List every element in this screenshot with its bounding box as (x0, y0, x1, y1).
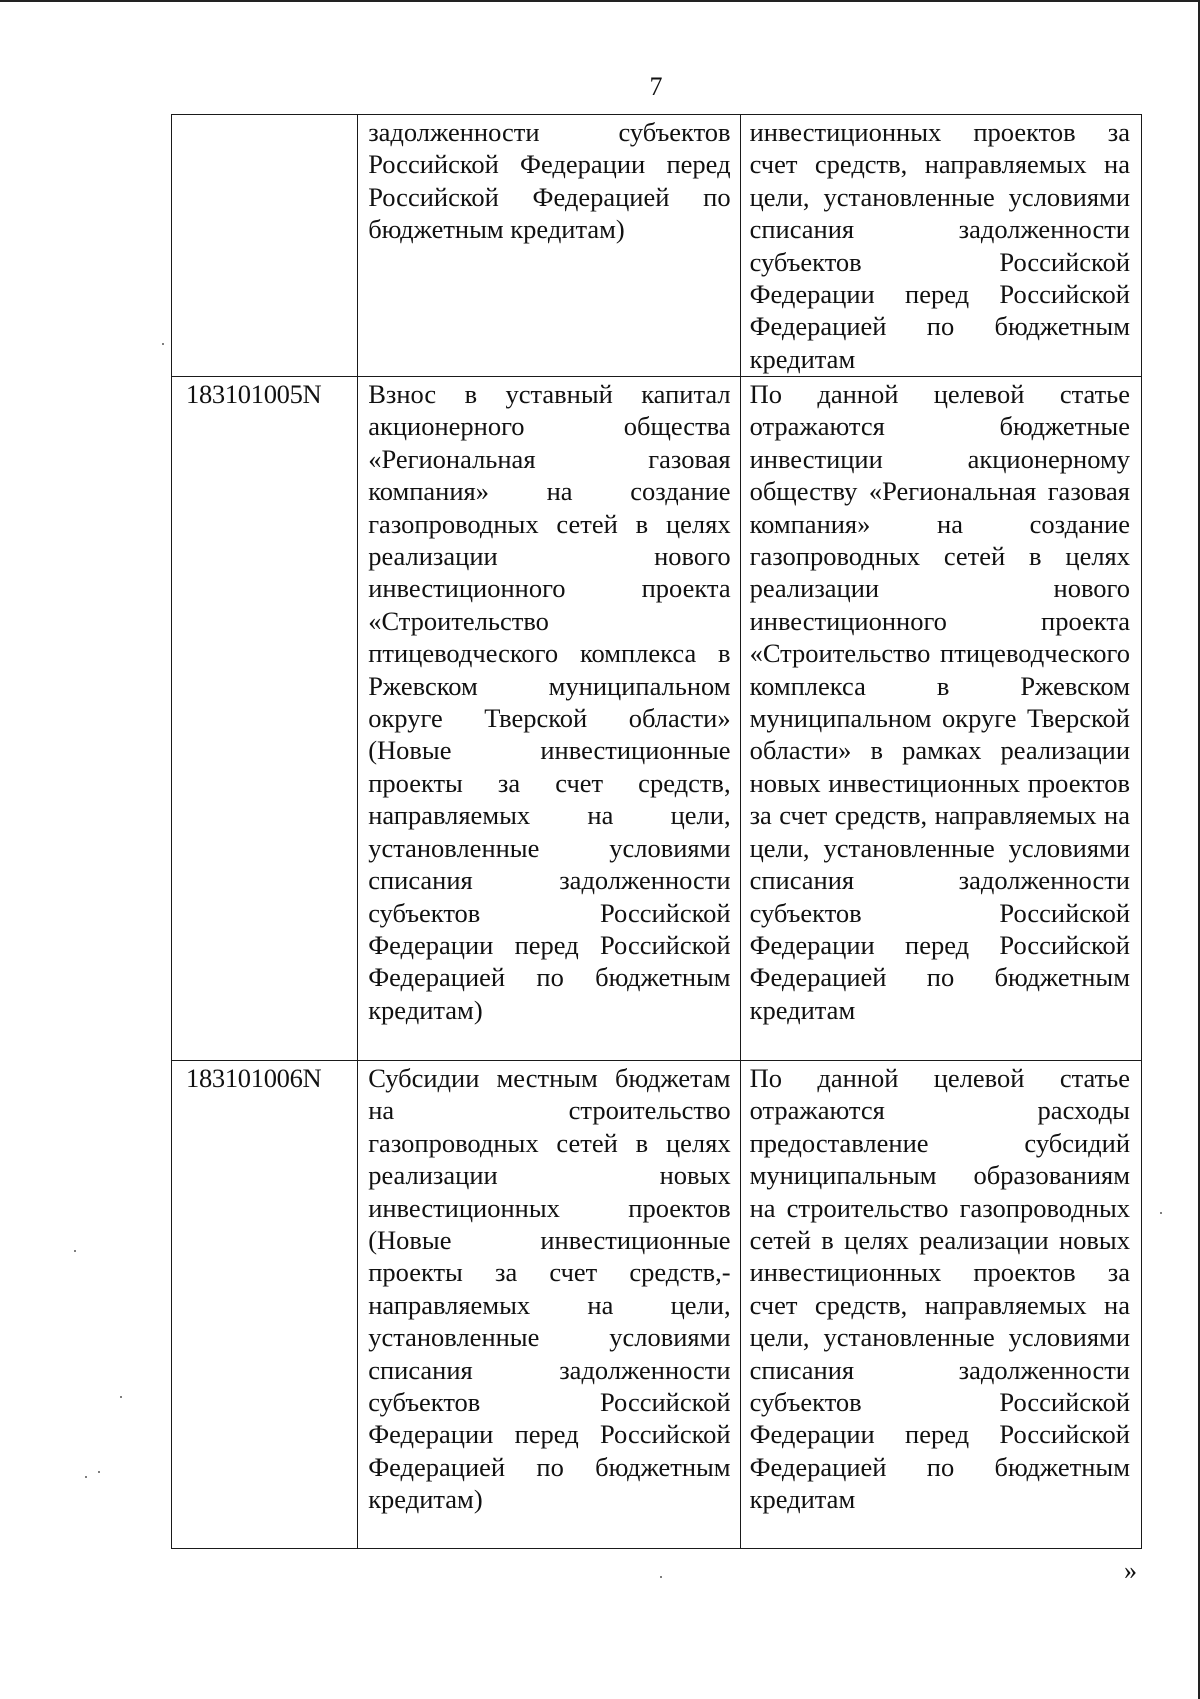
target-description-cell: инвестиционных проектов за счет средств, направляемых на цели, установленные условиями списания задолженности субъектов Российской Федерации перед Российской Федерацией по бюджетным кредитам (740, 115, 1141, 377)
scan-speck (162, 343, 164, 345)
target-name-cell: Взнос в уставный капитал акционерного общества «Региональная газовая компания» на создание газопроводных сетей в целях реализации нового инвестиционного проекта «Строительство птицеводческого комплекса в Ржевском муниципальном округе Тверской области» (Новые инвестиционные проекты за счет средств, направляемых на цели, установленные условиями списания задолженности субъектов Российской Федерации перед Российской Федерацией по бюджетным кредитам) (358, 377, 740, 1061)
scan-speck (660, 1576, 662, 1578)
page-edge-top (0, 0, 1200, 2)
budget-classification-table (171, 114, 1142, 1549)
target-name-cell: Субсидии местным бюджетам на строительство газопроводных сетей в целях реализации новых инвестиционных проектов (Новые инвестиционные проекты за счет средств,- направляемых на цели, установленные условиями списания задолженности субъектов Российской Федерации перед Российской Федерацией по бюджетным кредитам) (358, 1061, 740, 1549)
table-row (172, 377, 1142, 1061)
table-row (172, 115, 1142, 377)
target-code-cell: 183101006N (172, 1061, 358, 1549)
target-name-cell: задолженности субъектов Российской Федерации перед Российской Федерацией по бюджетным кредитам) (358, 115, 740, 377)
scan-speck (120, 1396, 122, 1398)
target-description-cell: По данной целевой статье отражаются расходы предоставление субсидий муниципальным образованиям на строительство газопроводных сетей в целях реализации новых инвестиционных проектов за счет средств, направляемых на цели, установленные условиями списания задолженности субъектов Российской Федерации перед Российской Федерацией по бюджетным кредитам (740, 1061, 1141, 1549)
target-code-cell: 183101005N (172, 377, 358, 1061)
page-number: 7 (649, 72, 663, 101)
scan-speck (85, 1476, 87, 1478)
scan-speck (1160, 1212, 1162, 1214)
table-row (172, 1061, 1142, 1549)
closing-quote-mark: » (1124, 1556, 1137, 1585)
scan-speck (74, 1250, 76, 1252)
scan-speck (98, 1471, 100, 1473)
target-description-cell: По данной целевой статье отражаются бюджетные инвестиции акционерному обществу «Региональная газовая компания» на создание газопроводных сетей в целях реализации нового инвестиционного проекта «Строительство птицеводческого комплекса в Ржевском муниципальном округе Тверской области» в рамках реализации новых инвестиционных проектов за счет средств, направляемых на цели, установленные условиями списания задолженности субъектов Российской Федерации перед Российской Федерацией по бюджетным кредитам (740, 377, 1141, 1061)
target-code-cell (172, 115, 358, 377)
